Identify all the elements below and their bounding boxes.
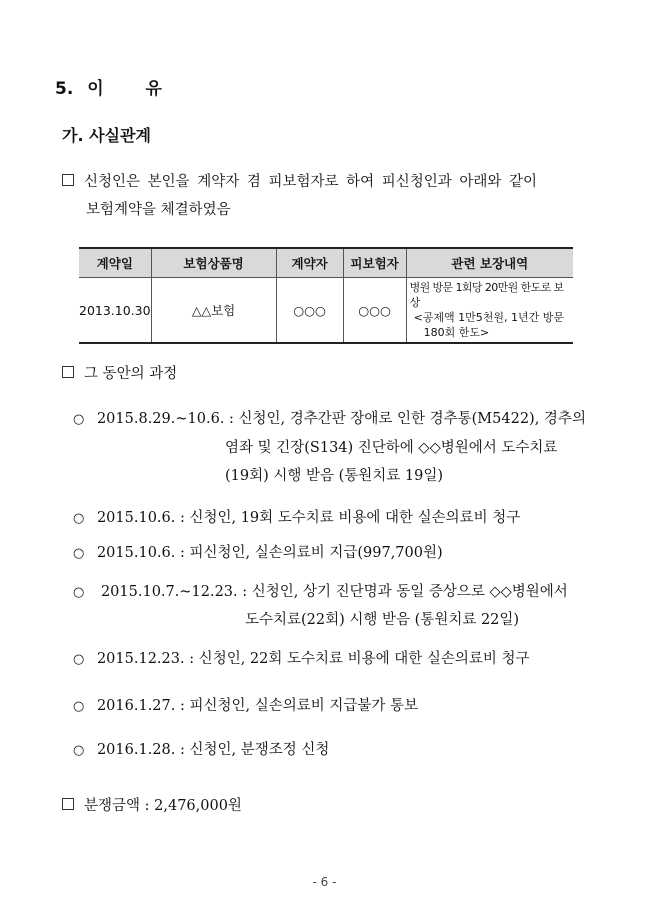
circle-bullet-icon: ○	[73, 546, 85, 561]
intro-line-2: 보험계약을 체결하였음	[86, 202, 231, 218]
list-item: ○ 2015.10.6. : 피신청인, 실손의료비 지급(997,700원)	[73, 545, 443, 561]
list-item: ○ 2015.10.6. : 신청인, 19회 도수치료 비용에 대한 실손의료비 청구	[73, 510, 521, 526]
dispute-amount: 분쟁금액 : 2,476,000원	[62, 794, 242, 815]
circle-bullet-icon: ○	[73, 743, 85, 758]
circle-bullet-icon: ○	[73, 699, 85, 714]
table-cell-product: △△보험	[151, 278, 276, 344]
list-item-continuation: (19회) 시행 받음 (통원치료 19일)	[225, 468, 444, 484]
process-heading: 그 동안의 과정	[62, 362, 177, 383]
circle-bullet-icon: ○	[73, 511, 85, 526]
table-cell-coverage: 병원 방문 1회당 20만원 한도로 보상 <공제액 1만5천원, 1년간 방문 180회 한도>	[406, 278, 573, 344]
table-header-row	[79, 248, 573, 278]
checkbox-square-icon	[62, 366, 74, 378]
circle-bullet-icon: ○	[73, 585, 85, 600]
intro-line-1: 신청인은 본인을 계약자 겸 피보험자로 하여 피신청인과 아래와 같이	[62, 170, 537, 191]
list-item: ○ 2015.8.29.~10.6. : 신청인, 경추간판 장애로 인한 경추통(M5422), 경추의	[73, 411, 586, 427]
contract-table	[79, 247, 573, 344]
table-row	[79, 278, 573, 344]
list-item: ○ 2015.10.7.~12.23. : 신청인, 상기 진단명과 동일 증상으로 ◇◇병원에서	[73, 584, 568, 600]
list-item-continuation: 염좌 및 긴장(S134) 진단하에 ◇◇병원에서 도수치료	[225, 440, 558, 456]
checkbox-square-icon	[62, 798, 74, 810]
checkbox-square-icon	[62, 174, 74, 186]
list-item: ○ 2016.1.28. : 신청인, 분쟁조정 신청	[73, 742, 330, 758]
table-header-cell: 피보험자	[343, 248, 406, 278]
table-header-cell: 계약일	[79, 248, 151, 278]
section-title: 이 유	[87, 79, 180, 99]
circle-bullet-icon: ○	[73, 412, 85, 427]
list-item: ○ 2016.1.27. : 피신청인, 실손의료비 지급불가 통보	[73, 698, 419, 714]
table-header-cell: 보험상품명	[151, 248, 276, 278]
circle-bullet-icon: ○	[73, 652, 85, 667]
list-item-continuation: 도수치료(22회) 시행 받음 (통원치료 22일)	[245, 612, 520, 628]
subsection-heading: 가. 사실관계	[62, 126, 151, 145]
table-header-cell: 계약자	[276, 248, 343, 278]
list-item: ○ 2015.12.23. : 신청인, 22회 도수치료 비용에 대한 실손의료비 청구	[73, 651, 530, 667]
section-number: 5.	[55, 79, 74, 99]
section-heading	[55, 74, 180, 99]
page-number: - 6 -	[312, 875, 337, 889]
table-cell-contractor: ○○○	[276, 278, 343, 344]
table-header-cell: 관련 보장내역	[406, 248, 573, 278]
table-cell-insured: ○○○	[343, 278, 406, 344]
table-cell-date: 2013.10.30	[79, 278, 151, 344]
